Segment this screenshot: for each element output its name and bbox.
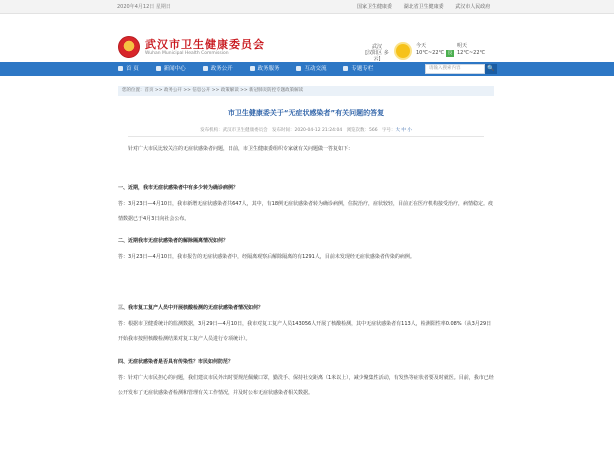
font-size-label: 字号： xyxy=(381,128,396,133)
weather-tomorrow xyxy=(457,43,485,57)
nav-gov-affairs[interactable]: 政务公开 xyxy=(203,62,233,76)
weather-city-detail: [汉阳区 多云] xyxy=(365,50,389,62)
answer-1: 答：3月23日—4月10日，我市新增无症状感染者共647人，其中，有18例无症状感染者转为确诊病例，住院治疗，症状较轻，目前正在医疗机构接受治疗，病情稳定。疫情数据已于4月3日向社会公布。 xyxy=(118,201,494,222)
site-header xyxy=(0,14,614,62)
search-input[interactable]: 请输入搜索内容 xyxy=(425,64,485,74)
weather-today-temp: 10℃~22℃ xyxy=(416,50,445,56)
nav-topics[interactable]: 专题专栏 xyxy=(343,62,373,76)
answer-3: 答：根据市卫健委统计的监测数据，3月29日—4月10日，我市对复工复产人员143056人开展了核酸检测，其中无症状感染者有113人，检测阳性率0.08%（从3月29日开始我市按照核酸检测结果对复工复产人员进行专项统计）。 xyxy=(118,321,492,342)
question-2: 二、近期我市无症状感染者的解除隔离情况如何？ xyxy=(118,238,229,244)
top-bar xyxy=(0,0,614,14)
site-title[interactable]: 武汉市卫生健康委员会 xyxy=(145,38,265,51)
question-4: 四、无症状感染者是否具有传染性？市民如何防范？ xyxy=(118,359,234,365)
question-1: 一、近期，我市无症状感染者中有多少转为确诊病例？ xyxy=(118,185,239,191)
sun-icon xyxy=(396,44,410,58)
top-links xyxy=(357,3,500,10)
main-nav xyxy=(0,62,614,76)
intro-paragraph: 针对广大市民比较关注的无症状感染者问题，日前，市卫生健康委组织专家就有关问题做一答复如下： xyxy=(128,146,354,152)
link-hubei-health[interactable]: 湖北省卫生健康委 xyxy=(403,4,444,10)
current-date: 2020年4月12日 星期日 xyxy=(117,4,171,10)
article xyxy=(118,100,494,460)
article-source: 发布机构：武汉市卫生健康委员会 xyxy=(200,128,268,133)
topic-icon xyxy=(343,66,348,71)
national-emblem-icon xyxy=(118,36,140,58)
document-icon xyxy=(203,66,208,71)
article-views: 浏览次数：566 xyxy=(346,128,378,133)
nav-news[interactable]: 新闻中心 xyxy=(156,62,186,76)
article-time: 发布时间：2020-04-12 21:24:04 xyxy=(271,128,343,133)
chat-icon xyxy=(296,66,301,71)
weather-today-label: 今天 xyxy=(416,43,427,49)
breadcrumb[interactable]: 您的位置：首页 >> 政务公开 >> 信息公开 >> 政策解读 >> 新冠肺炎防控专题政策解读 xyxy=(118,86,494,96)
link-nhc[interactable]: 国家卫生健康委 xyxy=(357,4,393,10)
nav-interaction[interactable]: 互动交流 xyxy=(296,62,326,76)
font-size-options[interactable]: 大 中 小 xyxy=(395,128,412,133)
service-icon xyxy=(250,66,255,71)
link-wuhan-gov[interactable]: 武汉市人民政府 xyxy=(455,4,491,10)
aqi-badge: 良 xyxy=(447,51,453,56)
weather-city-name: 武汉 xyxy=(371,44,382,50)
divider xyxy=(128,136,484,137)
search-button[interactable]: 🔍 xyxy=(485,64,497,74)
weather-tomorrow-temp: 12℃~22℃ xyxy=(457,50,486,56)
article-meta xyxy=(118,127,494,133)
nav-services[interactable]: 政务服务 xyxy=(250,62,280,76)
weather-today xyxy=(416,43,454,57)
home-icon xyxy=(118,66,123,71)
news-icon xyxy=(156,66,161,71)
site-subtitle: Wuhan Municipal Health Commission xyxy=(145,51,229,56)
nav-home[interactable]: 首 页 xyxy=(118,62,139,76)
weather-tomorrow-label: 明天 xyxy=(457,43,468,49)
article-title: 市卫生健康委关于“无症状感染者”有关问题的答复 xyxy=(227,109,385,117)
answer-4: 答：针对广大市民担心的问题，我们建议市民外出时要规范佩戴口罩，勤洗手、保持社交距离（1米以上），减少聚集性活动，有发热等症状者要及时就医。目前，我市已经公开发布了无症状感染者检测和管理有关工作情况，并及时公布无症状感染者相关数据。 xyxy=(118,375,494,396)
answer-2: 答：3月23日—4月10日，我市报告的无症状感染者中，经隔离观察后解除隔离的有1291人，目前未发现经无症状感染者传染的病例。 xyxy=(118,254,415,260)
question-3: 三、我市复工复产人员中开展核酸检测的无症状感染者情况如何？ xyxy=(118,305,264,311)
weather-city xyxy=(363,44,391,62)
